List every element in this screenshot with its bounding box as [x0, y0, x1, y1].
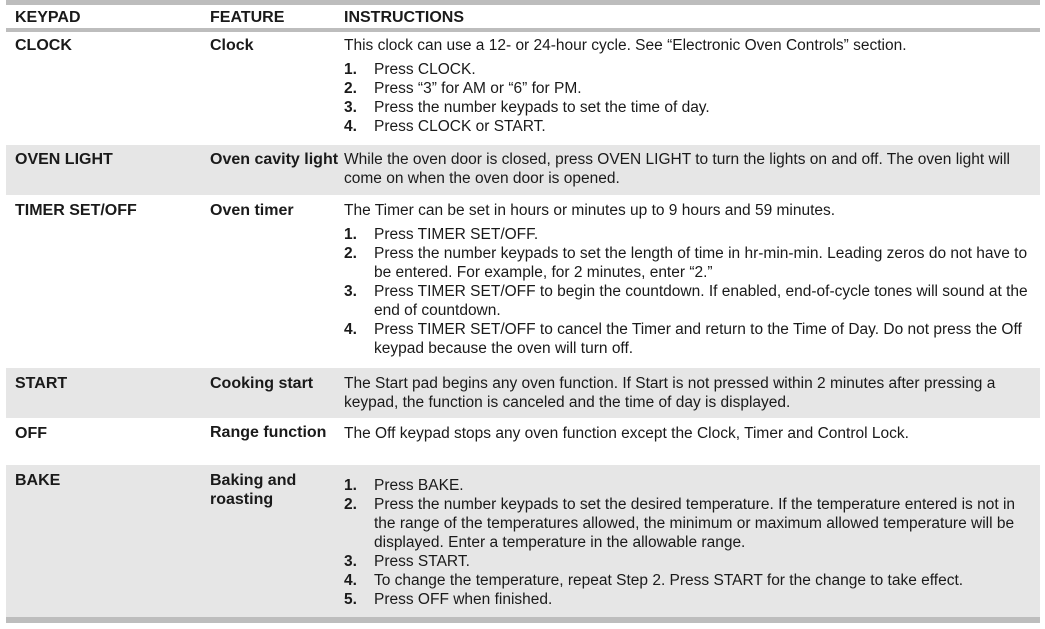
- keypad-cell: OVEN LIGHT: [15, 151, 113, 168]
- step-item: [344, 282, 1032, 320]
- table-row-oven-light: [6, 145, 1040, 195]
- steps-list: [344, 60, 1032, 136]
- table-row-timer: [6, 195, 1040, 368]
- table-row-off: [6, 418, 1040, 465]
- step-number: 2.: [344, 496, 357, 513]
- intro-text: The Start pad begins any oven function. If Start is not pressed within 2 minutes after pressing a keypad, the function is canceled and the time of day is displayed.: [344, 375, 996, 411]
- step-text: Press BAKE.: [374, 477, 464, 494]
- header-feature: FEATURE: [210, 9, 285, 26]
- step-text: Press TIMER SET/OFF.: [374, 226, 539, 243]
- feature-cell: Range function: [210, 424, 327, 441]
- steps-list: [344, 476, 1032, 609]
- step-item: [344, 225, 1032, 244]
- step-item: [344, 552, 1032, 571]
- instructions-cell: [344, 201, 1040, 368]
- instructions-cell: [344, 424, 1040, 465]
- step-item: [344, 98, 1032, 117]
- step-number: 3.: [344, 553, 357, 570]
- instructions-cell: [344, 471, 1040, 617]
- step-text: Press the number keypads to set the length of time in hr-min-min. Leading zeros do not have to be entered. For example, for 2 minutes, enter “2.”: [374, 245, 1028, 281]
- step-item: [344, 117, 1032, 136]
- step-number: 1.: [344, 61, 357, 78]
- feature-cell: Clock: [210, 37, 254, 54]
- keypad-instructions-table: [6, 0, 1040, 623]
- intro-text: This clock can use a 12- or 24-hour cycle. See “Electronic Oven Controls” section.: [344, 37, 907, 54]
- step-item: [344, 476, 1032, 495]
- step-item: [344, 495, 1032, 552]
- intro-text: The Off keypad stops any oven function except the Clock, Timer and Control Lock.: [344, 425, 909, 442]
- step-number: 1.: [344, 226, 357, 243]
- step-number: 4.: [344, 572, 357, 589]
- step-text: Press “3” for AM or “6” for PM.: [374, 80, 582, 97]
- feature-cell: Cooking start: [210, 375, 314, 392]
- instructions-cell: [344, 374, 1040, 418]
- header-instructions: INSTRUCTIONS: [344, 9, 464, 26]
- feature-cell: Oven cavity light: [210, 151, 339, 168]
- step-item: [344, 60, 1032, 79]
- step-text: Press CLOCK.: [374, 61, 476, 78]
- step-text: Press CLOCK or START.: [374, 118, 546, 135]
- step-number: 5.: [344, 591, 357, 608]
- step-item: [344, 571, 1032, 590]
- step-item: [344, 320, 1032, 358]
- keypad-cell: BAKE: [15, 472, 61, 489]
- step-number: 4.: [344, 321, 357, 338]
- step-number: 3.: [344, 99, 357, 116]
- feature-cell: Baking and roasting: [210, 472, 297, 508]
- table-bottom-rule: [6, 617, 1040, 623]
- steps-list: [344, 225, 1032, 358]
- keypad-cell: OFF: [15, 425, 47, 442]
- step-number: 3.: [344, 283, 357, 300]
- table-row-bake: [6, 465, 1040, 617]
- keypad-cell: TIMER SET/OFF: [15, 202, 137, 219]
- table-row-clock: [6, 32, 1040, 145]
- step-text: Press TIMER SET/OFF to begin the countdown. If enabled, end-of-cycle tones will sound at the end of countdown.: [374, 283, 1028, 319]
- step-text: Press OFF when finished.: [374, 591, 553, 608]
- instructions-cell: [344, 150, 1040, 195]
- intro-text: While the oven door is closed, press OVEN LIGHT to turn the lights on and off. The oven light will come on when the oven door is opened.: [344, 151, 1010, 187]
- step-item: [344, 590, 1032, 609]
- table-row-start: [6, 368, 1040, 418]
- feature-cell: Oven timer: [210, 202, 294, 219]
- keypad-cell: CLOCK: [15, 37, 72, 54]
- intro-text: The Timer can be set in hours or minutes up to 9 hours and 59 minutes.: [344, 202, 836, 219]
- table-header-row: [6, 5, 1040, 28]
- step-text: Press TIMER SET/OFF to cancel the Timer and return to the Time of Day. Do not press the Off keypad because the oven will turn off.: [374, 321, 1022, 357]
- step-number: 2.: [344, 245, 357, 262]
- step-number: 2.: [344, 80, 357, 97]
- step-item: [344, 79, 1032, 98]
- step-number: 4.: [344, 118, 357, 135]
- keypad-cell: START: [15, 375, 68, 392]
- header-keypad: KEYPAD: [15, 9, 81, 26]
- step-text: Press the number keypads to set the desired temperature. If the temperature entered is not in the range of the temperatures allowed, the minimum or maximum allowed temperature will be displayed. Enter a temperature in the allowable range.: [374, 496, 1016, 551]
- step-item: [344, 244, 1032, 282]
- step-text: To change the temperature, repeat Step 2. Press START for the change to take effect.: [374, 572, 964, 589]
- instructions-cell: [344, 36, 1040, 145]
- step-text: Press the number keypads to set the time of day.: [374, 99, 710, 116]
- step-text: Press START.: [374, 553, 470, 570]
- step-number: 1.: [344, 477, 357, 494]
